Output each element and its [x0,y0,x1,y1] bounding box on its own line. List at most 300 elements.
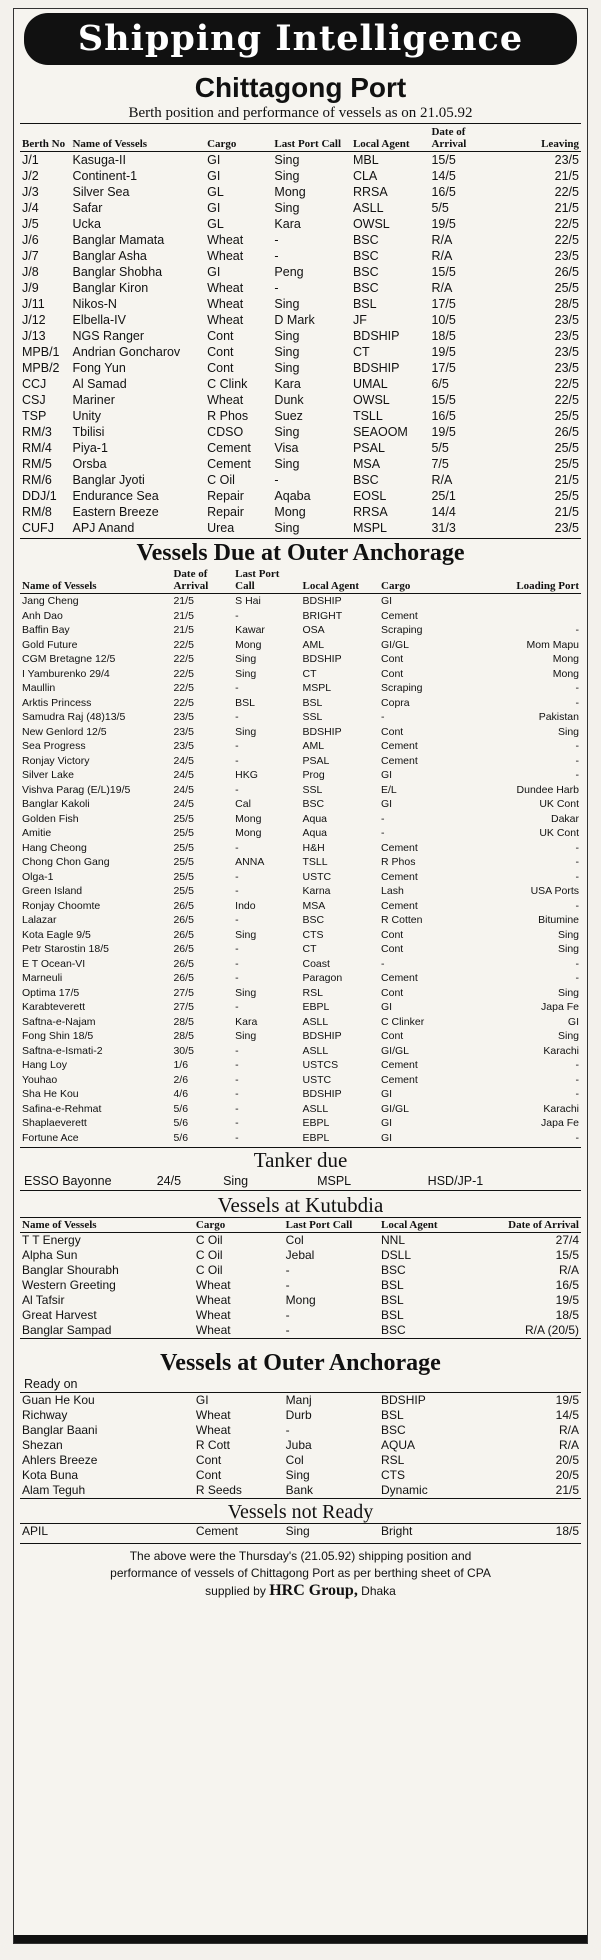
table-cell: 23/5 [554,153,579,167]
table-row [20,1131,581,1146]
table-cell: 19/5 [555,1393,579,1407]
table-cell: MSA [352,457,381,471]
table-cell: 17/5 [431,361,456,375]
table-cell: Unity [72,409,101,423]
tanker-row [20,1172,581,1191]
table-cell: - [575,899,579,912]
table-cell: 26/5 [554,265,579,279]
table-cell: 5/6 [173,1131,189,1144]
table-row [20,360,581,376]
table-row [20,1029,581,1044]
table-cell: - [575,972,579,984]
table-cell: Chong Chon Gang [22,856,110,868]
table-cell: - [235,682,239,694]
table-row [20,928,581,943]
table-cell: CTS [381,1468,406,1482]
table-cell: - [235,1131,239,1144]
table-cell: Wheat [207,281,244,295]
table-cell: - [235,885,239,897]
table-cell: 26/5 [173,899,194,912]
table-cell: C Oil [207,473,235,487]
table-cell: Eastern Breeze [72,505,159,519]
table-cell: - [575,754,579,767]
table-cell: EOSL [352,489,387,503]
table-cell: Nikos-N [72,297,117,311]
table-cell: - [235,957,239,970]
table-cell: TSLL [352,409,383,423]
table-cell: 25/5 [554,281,579,295]
table-cell: Sing [274,153,300,167]
table-row [20,1453,581,1468]
table-cell: - [235,711,239,723]
table-cell: Cont [381,928,404,941]
table-cell: 22/5 [173,696,194,709]
table-cell: 23/5 [554,329,579,343]
table-cell: 25/5 [173,885,194,897]
table-cell: 22/5 [554,377,579,391]
table-cell: BDSHIP [302,653,342,665]
table-cell: Marneuli [22,972,63,984]
table-cell: C Clink [207,377,248,391]
table-cell: Great Harvest [22,1308,97,1322]
table-cell: ANNA [235,856,265,868]
table-cell [463,594,581,609]
table-cell: T T Energy [22,1233,81,1247]
table-cell: PSAL [352,441,385,455]
table-cell: - [235,609,239,622]
table-cell: Col [285,1453,304,1467]
table-row [20,971,581,986]
table-cell: 25/5 [554,457,579,471]
table-row [20,264,581,280]
table-cell: Cont [381,725,404,738]
table-cell: 21/5 [173,595,194,607]
table-cell: New Genlord 12/5 [22,725,107,738]
table-cell: BSC [302,914,325,926]
table-cell: Cement [381,972,418,984]
footer-line-2: performance of vessels of Chittagong Port as per berthing sheet of CPA [110,1566,491,1580]
table-cell: GI [381,1001,393,1013]
table-cell: MSPL [352,521,387,535]
table-cell: 28/5 [173,1030,194,1042]
table-cell: Cont [381,943,404,955]
table-row [20,667,581,682]
table-cell: 5/5 [431,441,449,455]
table-cell: R/A [558,1263,579,1277]
table-cell: Lalazar [22,914,57,926]
table-cell: GI/GL [381,638,410,651]
table-cell: 19/5 [431,425,456,439]
table-cell: Baffin Bay [22,624,70,636]
table-cell: Banglar Kiron [72,281,149,295]
table-cell: Sing [274,201,300,215]
table-cell: Dundee Harb [516,783,579,796]
banner-title: Shipping Intelligence [24,13,577,65]
table-cell: Al Samad [72,377,127,391]
kutubdia-table [20,1217,581,1339]
table-row [20,408,581,424]
table-cell: GI [195,1393,209,1407]
table-cell: 25/5 [554,441,579,455]
footer-line-1: The above were the Thursday's (21.05.92) shipping position and [129,1549,472,1563]
table-cell: - [575,696,579,709]
table-cell: Sing [235,653,257,665]
table-cell: J/6 [22,233,39,247]
table-cell: 14/4 [431,505,456,519]
table-cell: CSJ [22,393,46,407]
table-cell [463,609,581,624]
table-cell: Dynamic [381,1483,428,1497]
tanker-cargo: HSD/JP-1 [427,1174,484,1188]
table-cell: Dakar [550,812,579,825]
table-cell: Sea Progress [22,740,86,752]
column-header: Local Agent [352,138,410,150]
table-cell: - [381,957,385,970]
table-cell: Alam Teguh [22,1483,86,1497]
table-row [20,942,581,957]
table-row [20,812,581,827]
column-header: Date of Arrival [508,1219,579,1231]
table-cell: Karabteverett [22,1001,86,1013]
table-cell: OWSL [352,217,390,231]
table-cell: R Phos [207,409,249,423]
table-cell: Sing [235,986,257,999]
table-cell: 5/5 [431,201,449,215]
table-cell: Sing [557,725,579,738]
table-cell: - [575,624,579,636]
outer-due-header-row [20,567,581,594]
table-cell: Cement [207,441,251,455]
table-cell: Aqua [302,827,328,839]
table-cell: Cement [381,899,418,912]
table-cell: RSL [302,986,323,999]
table-cell: Western Greeting [22,1278,116,1292]
table-cell: Sing [235,1030,257,1042]
table-cell: C Oil [195,1233,223,1247]
table-cell: Vishva Parag (E/L)19/5 [22,783,131,796]
table-cell: Bank [285,1483,314,1497]
outer-due-body [20,594,581,1146]
table-cell: BSC [352,473,379,487]
table-cell: Continent-1 [72,169,138,183]
table-cell: RM/3 [22,425,52,439]
table-cell: R/A (20/5) [524,1323,579,1337]
table-cell: - [575,740,579,752]
table-row [20,1293,581,1308]
table-cell: 21/5 [173,609,194,622]
tanker-agent: MSPL [317,1174,352,1188]
table-cell: - [381,711,385,723]
table-cell: R Seeds [195,1483,242,1497]
table-cell: - [235,1044,239,1057]
table-cell: Repair [207,489,244,503]
table-cell: Suez [274,409,303,423]
table-cell: BSL [381,1293,404,1307]
table-cell: Cement [381,1059,418,1071]
table-cell: R/A [558,1438,579,1452]
table-cell: Wheat [195,1308,231,1322]
table-row [20,1044,581,1059]
table-row [20,754,581,769]
table-cell: GI [207,169,221,183]
table-cell: ASLL [302,1044,329,1057]
table-cell: Col [285,1233,304,1247]
bottom-bar [14,1935,587,1943]
table-cell: R/A [431,249,453,263]
table-cell: 22/5 [554,217,579,231]
column-header: Loading Port [516,580,579,592]
table-cell: GL [207,185,224,199]
table-cell: GI [207,201,221,215]
table-cell: 20/5 [555,1468,579,1482]
table-cell: 15/5 [431,393,456,407]
table-cell: CTS [302,928,324,941]
table-row [20,870,581,885]
table-cell: ASLL [302,1102,329,1115]
table-cell: - [575,841,579,854]
table-row [20,899,581,914]
table-cell: Mom Mapu [526,638,579,651]
tanker-title: Tanker due [20,1147,581,1172]
table-cell: Ronjay Choomte [22,899,101,912]
column-header: Name of Vessels [22,1219,97,1231]
table-cell: CCJ [22,377,47,391]
table-cell: - [235,870,239,883]
not-ready-title: Vessels not Ready [227,1501,374,1523]
table-cell: Sing [285,1468,310,1482]
table-cell: 21/5 [173,624,194,636]
table-cell: 22/5 [173,667,194,680]
table-cell: - [235,783,239,796]
table-cell: Silver Sea [72,185,130,199]
table-cell: EBPL [302,1131,330,1144]
table-cell: RSL [381,1453,405,1467]
table-cell: Green Island [22,885,83,897]
table-cell: BDSHIP [302,1088,342,1100]
table-cell: Petr Starostin 18/5 [22,943,109,955]
table-cell: Lash [381,885,404,897]
table-cell: AML [302,638,325,651]
not-ready-vessel: APIL [22,1524,49,1538]
table-cell: BDSHIP [381,1393,426,1407]
table-cell: Sing [274,297,300,311]
table-cell: S Hai [235,595,261,607]
table-cell: Cement [381,870,418,883]
table-cell: Orsba [72,457,107,471]
table-cell: 15/5 [555,1248,579,1262]
table-cell: 24/5 [173,783,194,796]
table-cell: OWSL [352,393,390,407]
table-cell: 23/5 [173,725,194,738]
table-row [20,1278,581,1293]
table-cell: RRSA [352,505,388,519]
table-cell: Coast [302,957,330,970]
table-cell: Copra [381,696,410,709]
table-cell: Fong Yun [72,361,126,375]
table-cell: CT [302,667,317,680]
table-cell: Indo [235,899,256,912]
table-cell: EBPL [302,1117,330,1129]
table-cell: 25/5 [173,812,194,825]
table-row [20,913,581,928]
table-cell: 22/5 [554,393,579,407]
table-cell: CLA [352,169,378,183]
table-cell: Japa Fe [541,1117,579,1129]
table-row [20,739,581,754]
table-cell: DSLL [381,1248,412,1262]
table-cell: Sing [235,725,257,738]
table-row [20,638,581,653]
table-cell: 18/5 [431,329,456,343]
column-header: Date of Arrival [173,568,209,592]
table-cell: BRIGHT [302,609,343,622]
table-cell: - [575,1131,579,1144]
table-cell: Kasuga-II [72,153,126,167]
table-cell: R Cott [195,1438,230,1452]
table-cell: - [235,972,239,984]
table-cell: Wheat [195,1293,231,1307]
table-cell: Japa Fe [541,1001,579,1013]
table-row [20,1423,581,1438]
column-header: Leaving [541,138,579,150]
table-cell: 25/5 [173,841,194,854]
column-header: Cargo [381,580,411,592]
table-cell: Mong [285,1293,316,1307]
table-cell: BDSHIP [302,725,342,738]
table-cell: 14/5 [555,1408,579,1422]
table-row [20,1408,581,1423]
outer-due-title: Vessels Due at Outer Anchorage [20,538,581,567]
table-cell: 26/5 [173,972,194,984]
table-cell: - [285,1278,290,1292]
table-cell: UK Cont [539,827,579,839]
table-cell: - [235,1102,239,1115]
table-cell: Wheat [207,297,244,311]
table-cell: Mong [235,812,262,825]
table-cell: - [235,1001,239,1013]
table-cell: 25/5 [173,870,194,883]
table-cell: SSL [302,783,323,796]
table-row [20,1000,581,1015]
table-cell: Sing [274,361,300,375]
table-cell: 24/5 [173,754,194,767]
table-cell: AQUA [381,1438,416,1452]
table-cell: BDSHIP [352,361,400,375]
table-cell: 20/5 [555,1453,579,1467]
table-cell: Peng [274,265,304,279]
table-cell: 21/5 [554,169,579,183]
table-cell: 25/5 [173,827,194,839]
table-cell: Wheat [195,1278,231,1292]
table-cell: Kara [274,217,301,231]
table-cell: Cont [207,361,234,375]
table-cell: Banglar Baani [22,1423,98,1437]
table-cell: - [235,1059,239,1071]
table-cell: Cement [207,457,251,471]
table-cell: Banglar Kakoli [22,798,90,810]
table-cell: RM/8 [22,505,52,519]
table-cell: - [575,856,579,868]
table-cell: 22/5 [554,233,579,247]
table-cell: - [575,1073,579,1086]
table-cell: 19/5 [431,217,456,231]
table-cell: BSL [352,297,377,311]
table-row [20,472,581,488]
table-cell: 27/5 [173,986,194,999]
table-cell: Amitie [22,827,52,839]
table-row [20,797,581,812]
table-cell: Tbilisi [72,425,105,439]
table-cell: CT [352,345,370,359]
table-row [20,957,581,972]
table-row [20,594,581,609]
not-ready-last-port: Sing [285,1524,310,1538]
table-cell: Youhao [22,1073,58,1086]
table-cell: J/12 [22,313,46,327]
table-cell: R/A [431,233,453,247]
table-cell: Sing [557,928,579,941]
table-cell: D Mark [274,313,315,327]
table-cell: 25/5 [173,856,194,868]
table-cell: Sing [235,928,257,941]
table-cell: - [235,1088,239,1100]
table-cell: PSAL [302,754,330,767]
table-cell: Cont [381,986,404,999]
table-row [20,1308,581,1323]
table-row [20,826,581,841]
table-cell: Andrian Goncharov [72,345,181,359]
berth-table [20,125,581,536]
table-cell: Mong [552,653,579,665]
table-cell: Sha He Kou [22,1088,79,1100]
table-cell: Piya-1 [72,441,108,455]
table-cell: Sing [274,345,300,359]
not-ready-cargo: Cement [195,1524,238,1538]
table-cell: OSA [302,624,325,636]
table-cell: 27/4 [555,1233,579,1247]
table-cell: RM/4 [22,441,52,455]
table-cell: Scraping [381,624,423,636]
table-cell: Alpha Sun [22,1248,78,1262]
table-cell: - [274,249,279,263]
table-cell: BSC [352,281,379,295]
table-cell: 24/5 [173,769,194,781]
table-cell: ASLL [352,201,384,215]
table-cell: Shezan [22,1438,63,1452]
column-header: Last Port Call [274,138,342,150]
table-cell: Cement [381,609,418,622]
table-cell: 21/5 [554,505,579,519]
table-cell: Cont [207,329,234,343]
kutubdia-body [20,1233,581,1339]
footer-city: Dhaka [361,1584,396,1598]
table-row [20,841,581,856]
table-cell: 22/5 [173,682,194,694]
table-cell: BSC [381,1323,406,1337]
table-cell: GI [567,1015,579,1028]
table-cell: 31/3 [431,521,456,535]
table-cell: Juba [285,1438,312,1452]
table-cell: 25/5 [554,409,579,423]
table-cell: Mong [274,185,306,199]
table-cell: Sing [557,986,579,999]
table-cell: Jang Cheng [22,595,79,607]
table-cell: J/4 [22,201,39,215]
table-row [20,1323,581,1339]
table-cell: Endurance Sea [72,489,159,503]
table-cell: APJ Anand [72,521,135,535]
table-cell: Aqaba [274,489,311,503]
